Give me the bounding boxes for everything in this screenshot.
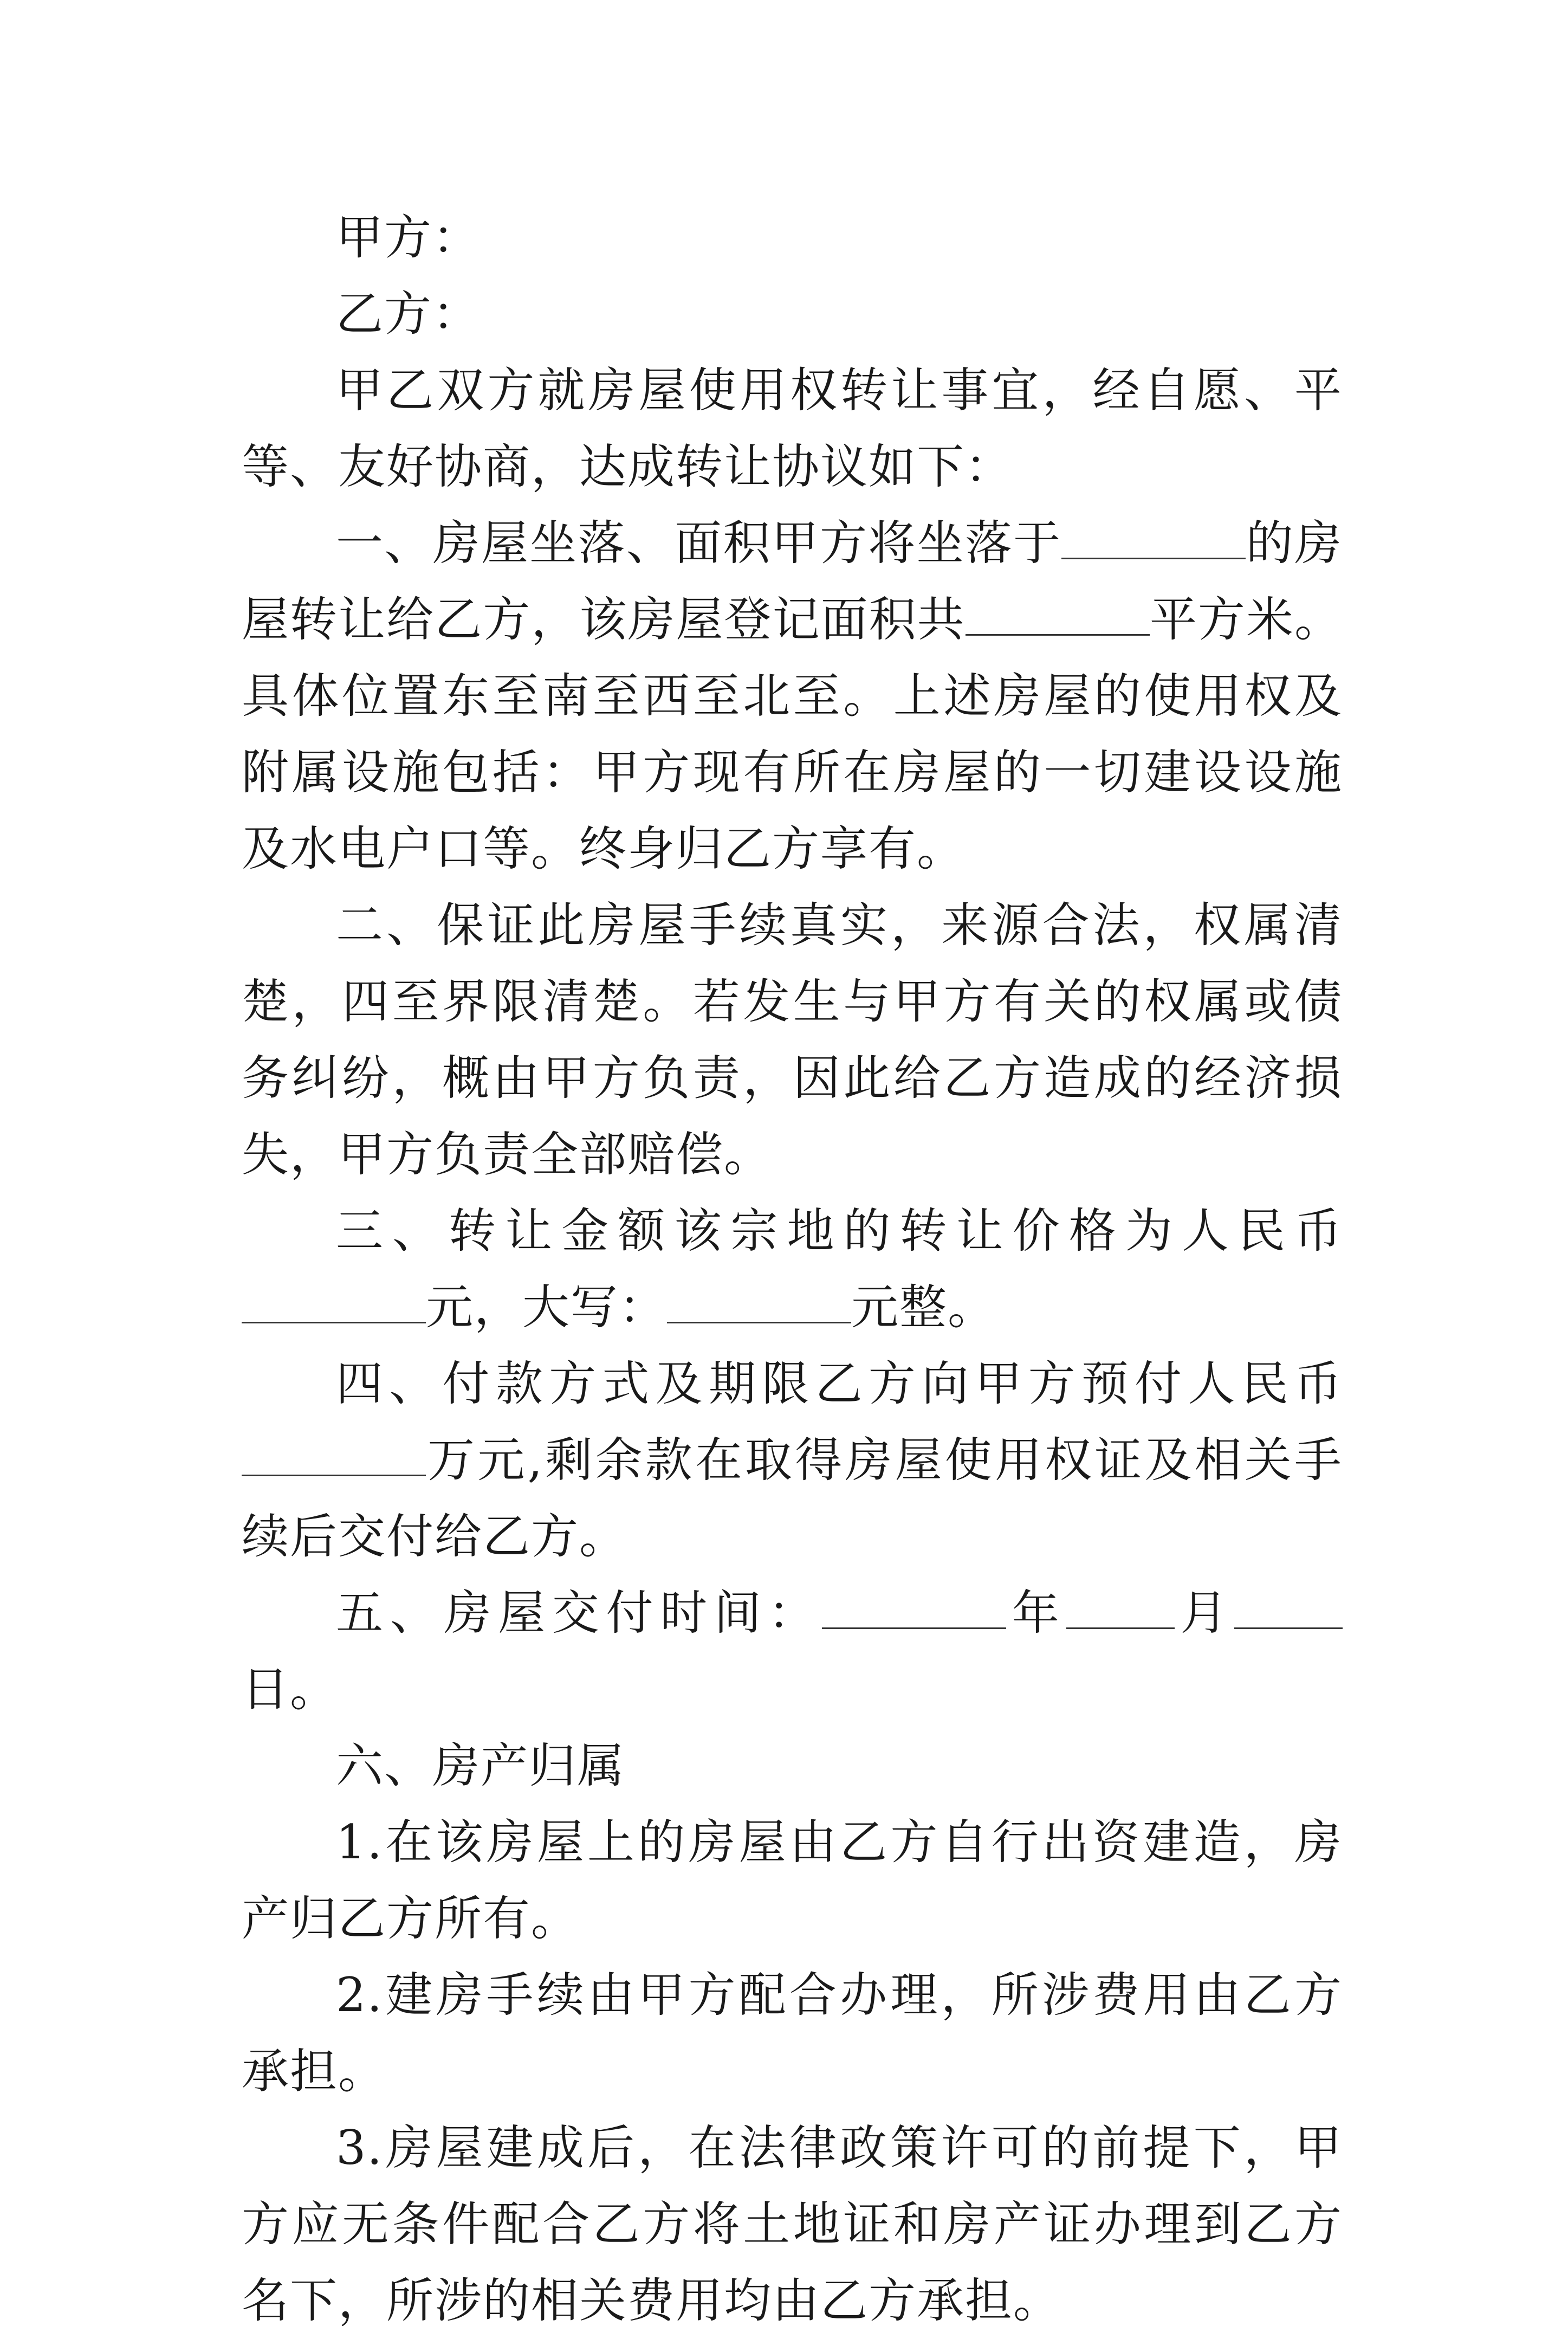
month-blank[interactable] bbox=[1066, 1585, 1175, 1629]
clause-4-text-1: 四、付款方式及期限乙方向甲方预付人民币 bbox=[336, 1356, 1343, 1411]
clause-1-text-1: 一、房屋坐落、面积甲方将坐落于 bbox=[336, 515, 1062, 571]
clause-2-guarantee: 二、保证此房屋手续真实，来源合法，权属清楚，四至界限清楚。若发生与甲方有关的权属或债务纠纷，概由甲方负责，因此给乙方造成的经济损失，甲方负责全部赔偿。 bbox=[242, 897, 1343, 1182]
prepayment-blank[interactable] bbox=[242, 1432, 426, 1476]
intro-paragraph: 甲乙双方就房屋使用权转让事宜，经自愿、平等、友好协商，达成转让协议如下： bbox=[242, 363, 1343, 494]
price-uppercase-blank[interactable] bbox=[667, 1280, 851, 1323]
year-label: 年 bbox=[1006, 1585, 1066, 1640]
clause-6-item-2: 2.建房手续由甲方配合办理，所涉费用由乙方承担。 bbox=[242, 1967, 1343, 2099]
clause-1-text-3: 平方米。具体位置东至南至西至北至。上述房屋的使用权及附属设施包括：甲方现有所在房屋的一切建设设施及水电户口等。终身归乙方享有。 bbox=[242, 592, 1343, 876]
clause-5-delivery bbox=[242, 1575, 1343, 1728]
location-blank[interactable] bbox=[1061, 515, 1246, 559]
clause-3-text-1: 三、转让金额该宗地的转让价格为人民币 bbox=[336, 1203, 1343, 1258]
month-label: 月 bbox=[1174, 1585, 1235, 1640]
clause-3-text-2: 元，大写： bbox=[426, 1280, 667, 1335]
clause-4-text-2: 万元,剩余款在取得房屋使用权证及相关手续后交付给乙方。 bbox=[242, 1432, 1343, 1564]
clause-5-text: 五、房屋交付时间： bbox=[336, 1585, 822, 1640]
clause-6-item-1: 1.在该房屋上的房屋由乙方自行出资建造，房产归乙方所有。 bbox=[242, 1814, 1343, 1946]
area-blank[interactable] bbox=[966, 592, 1150, 636]
year-blank[interactable] bbox=[822, 1585, 1006, 1629]
party-a-line: 甲方： bbox=[336, 210, 481, 265]
clause-6-title: 六、房产归属 bbox=[336, 1738, 625, 1793]
document-body bbox=[242, 199, 1343, 2339]
price-blank[interactable] bbox=[242, 1280, 426, 1323]
day-blank[interactable] bbox=[1234, 1585, 1343, 1629]
clause-4-payment bbox=[242, 1346, 1343, 1575]
clause-3-text-3: 元整。 bbox=[851, 1280, 996, 1335]
clause-3-price bbox=[242, 1193, 1343, 1346]
party-b-line: 乙方： bbox=[336, 286, 481, 341]
clause-1-location-area bbox=[242, 505, 1343, 887]
clause-6-item-3: 3.房屋建成后，在法律政策许可的前提下，甲方应无条件配合乙方将土地证和房产证办理到乙方名下，所涉的相关费用均由乙方承担。 bbox=[242, 2120, 1343, 2328]
clause-1-text-2: 的房屋转让给乙方，该房屋登记面积共 bbox=[242, 515, 1343, 647]
day-label: 日。 bbox=[242, 1662, 338, 1717]
